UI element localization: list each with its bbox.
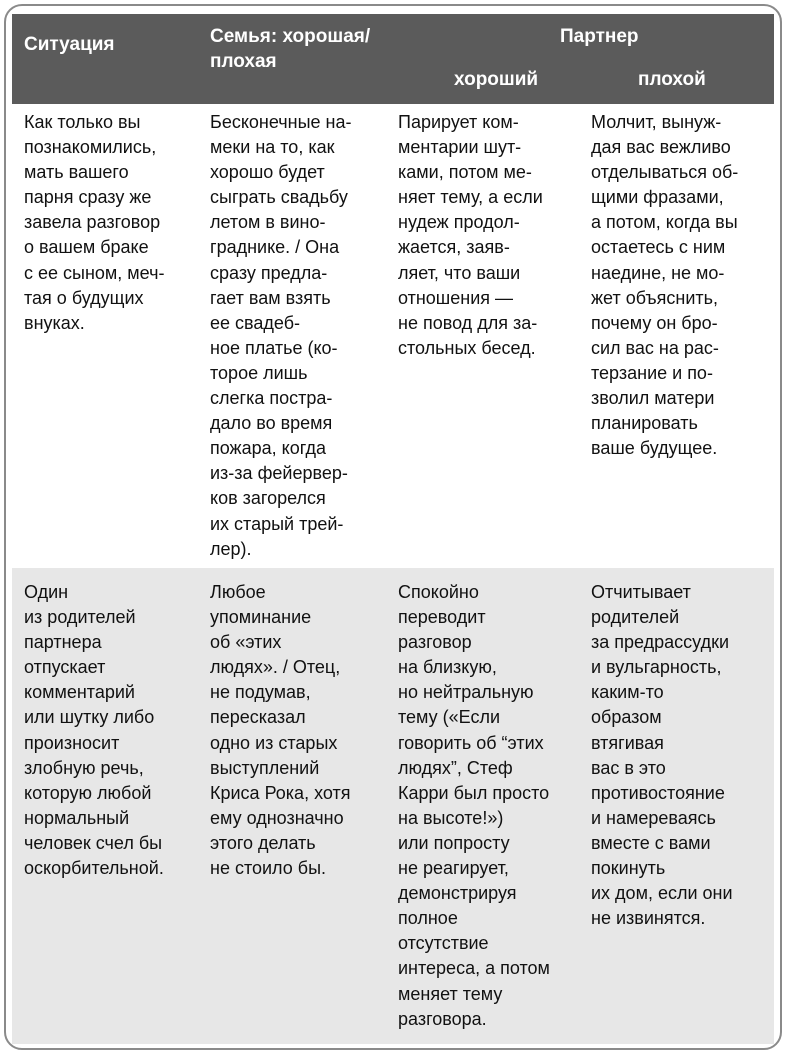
row2-partner-bad-cell: Отчитывает родителей за предрассудки и вульгарность, каким-то образом втягивая вас в это противостояние и намереваясь вместе с вами покинуть их дом, если они не извинятся. [591, 582, 733, 929]
header-partner-good: хороший [454, 69, 539, 90]
table-header [12, 14, 774, 104]
row1-partner-good-cell: Парирует ком- ментарии шут- ками, потом ме- няет тему, а если нудеж продол- жается, заяв- ляет, что ваши отношения — не повод для за- стольных бесед. [398, 112, 543, 358]
row2-family-cell: Любое упоминание об «этих людях». / Отец, не подумав, пересказал одно из старых выступлений Криса Рока, хотя ему однозначно этого делать не стоило бы. [210, 582, 351, 879]
row1-family-cell: Бесконечные на- меки на то, как хорошо будет сыграть свадьбу летом в вино- граднике. / Она сразу предла- гает вам взять ее свадеб- ное платье (ко- торое лишь слегка постра- дало во время пожара, когда из-за фейервер- ков загорелся их старый трей- лер). [210, 112, 352, 559]
row1-partner-bad-cell: Молчит, вынуж- дая вас вежливо отделываться об- щими фразами, а потом, когда вы остаетесь с ним наедине, не мо- жет объяснить, почему он бро- сил вас на рас- терзание и по- зволил матери планировать ваше будущее. [591, 112, 739, 459]
row2-situation-cell: Один из родителей партнера отпускает комментарий или шутку либо произносит злобную речь, которую любой нормальный человек счел бы оскорбительной. [24, 582, 164, 879]
row2-partner-good-cell: Спокойно переводит разговор на близкую, но нейтральную тему («Если говорить об “этих людях”, Стеф Карри был просто на высоте!») или попросту не реагирует, демонстрируя полное отсутствие интереса, а потом меняет тему разговора. [398, 582, 550, 1029]
header-partner-bad: плохой [638, 69, 706, 90]
header-situation: Ситуация [24, 34, 115, 55]
header-family: Семья: хорошая/плохая [210, 26, 371, 72]
row1-situation-cell: Как только вы познакомились, мать вашего парня сразу же завела разговор о вашем браке с ее сыном, меч- тая о будущих внуках. [24, 112, 165, 333]
header-partner: Партнер [560, 26, 639, 47]
